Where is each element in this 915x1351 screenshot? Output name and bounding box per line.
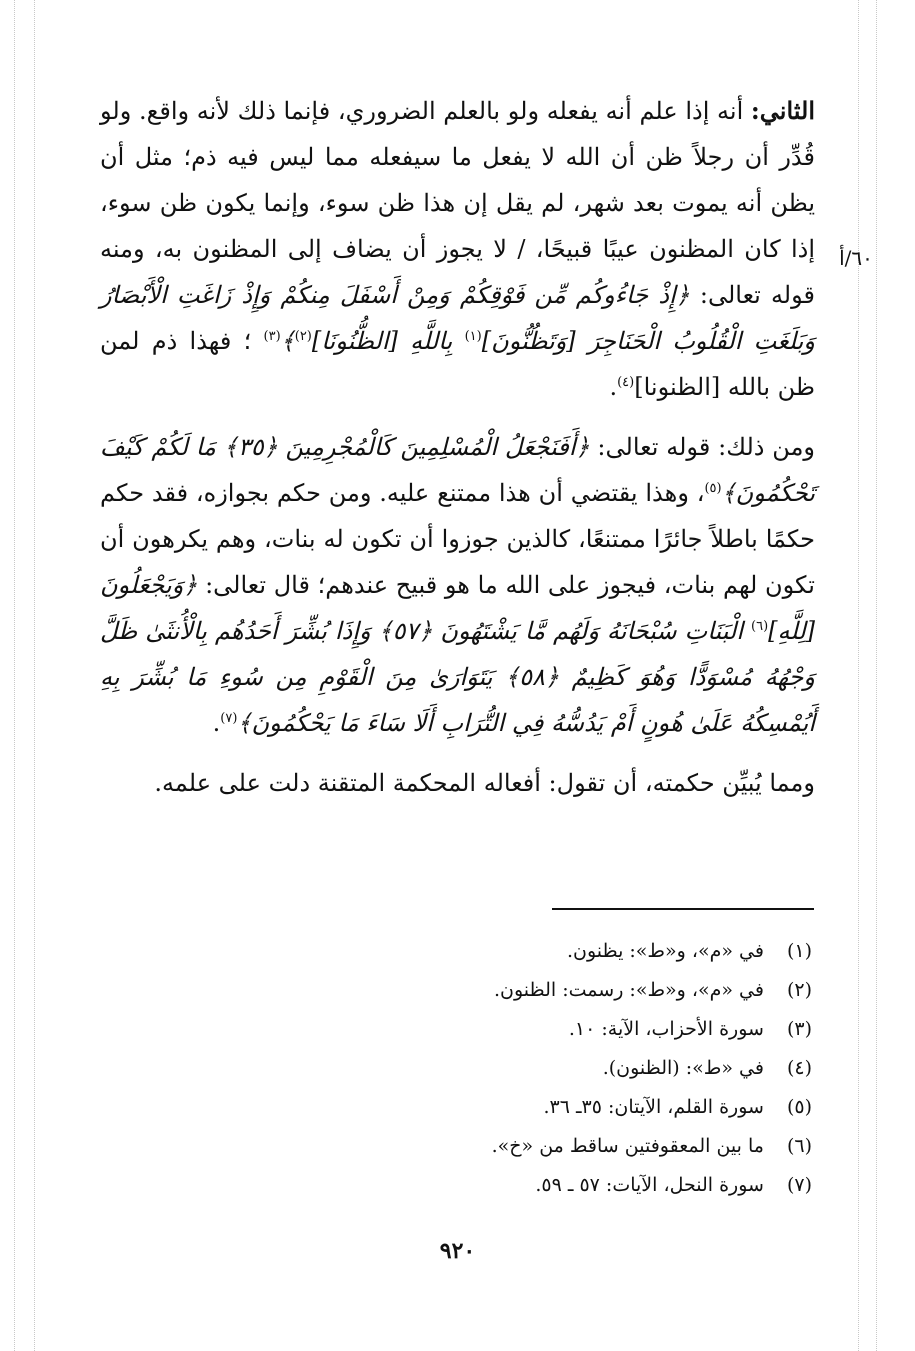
quran-verse: ﴿إِذْ جَاءُوكُم مِّن فَوْقِكُمْ وَمِنْ أَسْفَلَ مِنكُمْ وَإِذْ زَاغَتِ الْأَبْصَارُ وَبَلَغَتِ الْقُلُوبُ الْحَنَاجِرَ [وَتَظُنُّونَ]: [100, 281, 815, 355]
quran-verse: ﴿وَيَجْعَلُونَ [لِلَّهِ]: [100, 571, 815, 645]
paragraph-text: ، وهذا يقتضي أن هذا ممتنع عليه. ومن حكم بجوازه، فقد حكم حكمًا باطلاً جائرًا ممتنعًا، كالذين جوزوا أن تكون له بنات، وهم يكرهون أن تكون لهم بنات، فيجوز على الله ما هو قبيح عندهم؛ قال تعالى:: [100, 479, 815, 599]
footnote-item: [300, 936, 812, 975]
paragraph-lead: الثاني:: [750, 96, 815, 125]
footnote-ref[interactable]: (٣): [263, 329, 281, 344]
paragraph-2: [100, 424, 815, 746]
footnote-ref[interactable]: (٧): [220, 711, 238, 726]
quran-verse-close: ﴾: [280, 327, 295, 355]
quran-verse: بِاللَّهِ [الظُّنُونَا]: [311, 327, 453, 355]
footnote-item: [300, 1170, 812, 1209]
paragraph-text: ومما يُبيِّن حكمته، أن تقول: أفعاله المحكمة المتقنة دلت على علمه.: [154, 769, 815, 797]
footnote-number: (٣): [786, 1018, 812, 1040]
quran-verse: ﴿أَفَنَجْعَلُ الْمُسْلِمِينَ كَالْمُجْرِمِينَ ﴿٣٥﴾ مَا لَكُمْ كَيْفَ تَحْكُمُونَ﴾: [100, 433, 815, 507]
main-text: [100, 88, 815, 820]
footnote-number: (٢): [786, 979, 812, 1001]
footnote-text: سورة القلم، الآيتان: ٣٥ـ ٣٦.: [543, 1096, 764, 1118]
footnote-text: في «م»، و«ط»: يظنون.: [566, 940, 764, 962]
footnote-number: (٧): [786, 1174, 812, 1196]
footnote-ref[interactable]: (٥): [704, 481, 722, 496]
footnote-item: [300, 1131, 812, 1170]
footnote-number: (٦): [786, 1135, 812, 1157]
footnote-ref[interactable]: (٢): [294, 329, 312, 344]
footnotes-list: [300, 936, 812, 1209]
footnote-text: في «ط»: (الظنون).: [602, 1057, 764, 1079]
paragraph-text: ومن ذلك: قوله تعالى:: [597, 433, 816, 461]
footnote-number: (١): [786, 940, 812, 962]
footnote-number: (٥): [786, 1096, 812, 1118]
paragraph-3: [100, 760, 815, 806]
footnote-divider: [552, 908, 814, 910]
page-number: ٩٢٠: [439, 1238, 476, 1264]
footnote-ref[interactable]: (٦): [751, 619, 769, 634]
paragraph-end: .: [609, 373, 618, 401]
scan-edge-line: [14, 0, 15, 1351]
footnote-text: سورة النحل، الآيات: ٥٧ ـ ٥٩.: [535, 1174, 764, 1196]
footnote-text: ما بين المعقوفتين ساقط من «خ».: [491, 1135, 764, 1157]
paragraph-1: [100, 88, 815, 410]
scan-edge-line: [34, 0, 35, 1351]
paragraph-text: أنه إذا علم أنه يفعله ولو بالعلم الضروري، فإنما ذلك لأنه واقع. ولو قُدِّر أن رجلاً ظن أن الله لا يفعل ما سيفعله مما ليس فيه ذم؛ مثل أن يظن أنه يموت بعد شهر، لم يقل إن هذا ظن سوء، وإنما يكون ظن سوء، إذا كان المظنون عيبًا قبيحًا، / لا يجوز أن يضاف إلى المظنون به، ومنه قوله تعالى:: [100, 97, 816, 309]
quran-verse: الْبَنَاتِ سُبْحَانَهُ وَلَهُم مَّا يَشْتَهُونَ ﴿٥٧﴾ وَإِذَا بُشِّرَ أَحَدُهُم بِالْأُنثَىٰ ظَلَّ وَجْهُهُ مُسْوَدًّا وَهُوَ كَظِيمٌ ﴿٥٨﴾ يَتَوَارَىٰ مِنَ الْقَوْمِ مِن سُوءِ مَا بُشِّرَ بِهِ أَيُمْسِكُهُ عَلَىٰ هُونٍ أَمْ يَدُسُّهُ فِي التُّرَابِ أَلَا سَاءَ مَا يَحْكُمُونَ﴾: [100, 617, 815, 737]
footnote-item: [300, 1014, 812, 1053]
footnote-text: في «م»، و«ط»: رسمت: الظنون.: [494, 979, 764, 1001]
footnote-number: (٤): [786, 1057, 812, 1079]
footnote-item: [300, 975, 812, 1014]
footnote-item: [300, 1092, 812, 1131]
margin-folio-note: ٦٠/أ: [839, 246, 873, 270]
footnote-item: [300, 1053, 812, 1092]
paragraph-text: ؛ فهذا ذم لمن ظن بالله [الظنونا]: [100, 327, 815, 401]
footnote-ref[interactable]: (١): [464, 329, 482, 344]
scan-edge-line: [876, 0, 877, 1351]
footnote-ref[interactable]: (٤): [617, 375, 635, 390]
footnote-text: سورة الأحزاب، الآية: ١٠.: [568, 1018, 764, 1040]
scan-edge-line: [858, 0, 859, 1351]
paragraph-end: .: [212, 709, 221, 737]
